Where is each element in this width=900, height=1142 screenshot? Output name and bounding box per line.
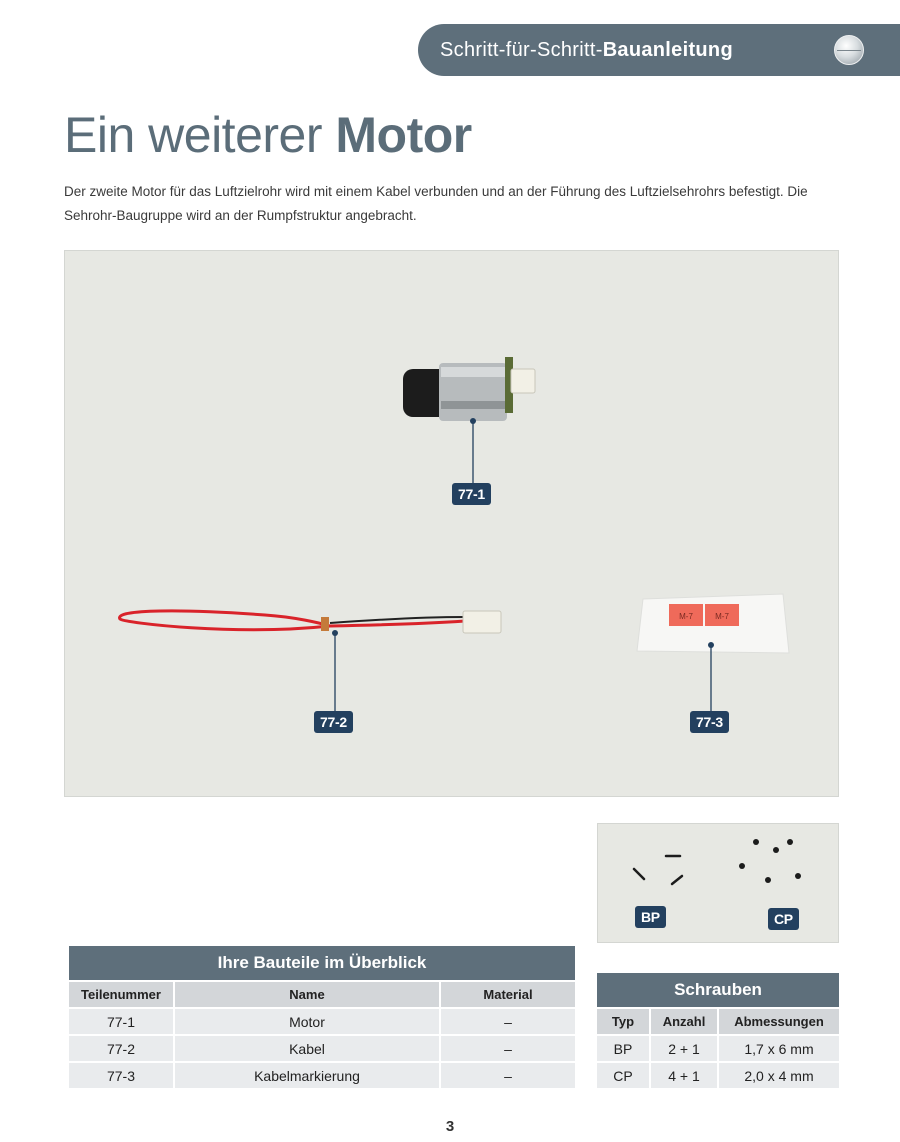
parts-table bbox=[67, 944, 577, 1090]
globe-icon bbox=[834, 35, 864, 65]
parts-photo bbox=[64, 250, 839, 797]
table-row bbox=[69, 1063, 575, 1088]
part-label-77-3: 77-3 bbox=[690, 711, 729, 733]
parts-cell: 77-1 bbox=[69, 1009, 173, 1034]
parts-cell: 77-2 bbox=[69, 1036, 173, 1061]
screws-header-count: Anzahl bbox=[651, 1009, 717, 1034]
screws-bp bbox=[634, 856, 682, 884]
parts-header-name: Name bbox=[175, 982, 439, 1007]
parts-cell: – bbox=[441, 1036, 575, 1061]
marker-text-1: M-7 bbox=[679, 612, 693, 621]
screws-table bbox=[595, 971, 841, 1090]
header-tab bbox=[418, 24, 900, 76]
screws-cell: 1,7 x 6 mm bbox=[719, 1036, 839, 1061]
screws-photo bbox=[597, 823, 839, 943]
page-number: 3 bbox=[445, 1118, 455, 1135]
screws-cell: CP bbox=[597, 1063, 649, 1088]
parts-header-material: Material bbox=[441, 982, 575, 1007]
screws-header-dimensions: Abmessungen bbox=[719, 1009, 839, 1034]
cable-image bbox=[120, 611, 501, 711]
screws-cell: BP bbox=[597, 1036, 649, 1061]
parts-cell: – bbox=[441, 1009, 575, 1034]
screws-cell: 2,0 x 4 mm bbox=[719, 1063, 839, 1088]
table-row bbox=[597, 1063, 839, 1088]
marker-text-2: M-7 bbox=[715, 612, 729, 621]
parts-table-caption: Ihre Bauteile im Überblick bbox=[69, 946, 575, 980]
parts-cell: Motor bbox=[175, 1009, 439, 1034]
part-label-77-1: 77-1 bbox=[452, 483, 491, 505]
parts-cell: 77-3 bbox=[69, 1063, 173, 1088]
parts-cell: – bbox=[441, 1063, 575, 1088]
screw-label-bp: BP bbox=[635, 906, 666, 928]
page-title bbox=[64, 106, 472, 164]
cable-marker-image bbox=[637, 594, 789, 711]
header-title-bold: Bauanleitung bbox=[602, 38, 733, 61]
screws-cell: 2 + 1 bbox=[651, 1036, 717, 1061]
part-label-77-2: 77-2 bbox=[314, 711, 353, 733]
table-row bbox=[69, 1036, 575, 1061]
page-title-bold: Motor bbox=[335, 107, 472, 163]
parts-cell: Kabel bbox=[175, 1036, 439, 1061]
motor-image bbox=[403, 357, 535, 483]
header-title-regular: Schritt-für-Schritt- bbox=[440, 38, 603, 61]
parts-header-number: Teilenummer bbox=[69, 982, 173, 1007]
table-row bbox=[597, 1036, 839, 1061]
screws-cp bbox=[739, 839, 801, 883]
page-title-regular: Ein weiterer bbox=[64, 107, 336, 163]
table-row bbox=[69, 1009, 575, 1034]
intro-text: Der zweite Motor für das Luftzielrohr wird mit einem Kabel verbunden und an der Führung des Luftzielsehrohrs befestigt. Die Sehrohr-Baugruppe wird an der Rumpfstruktur angebracht. bbox=[64, 184, 808, 223]
screws-table-caption: Schrauben bbox=[597, 973, 839, 1007]
screws-header-type: Typ bbox=[597, 1009, 649, 1034]
parts-cell: Kabelmarkierung bbox=[175, 1063, 439, 1088]
screws-cell: 4 + 1 bbox=[651, 1063, 717, 1088]
screw-label-cp: CP bbox=[768, 908, 799, 930]
